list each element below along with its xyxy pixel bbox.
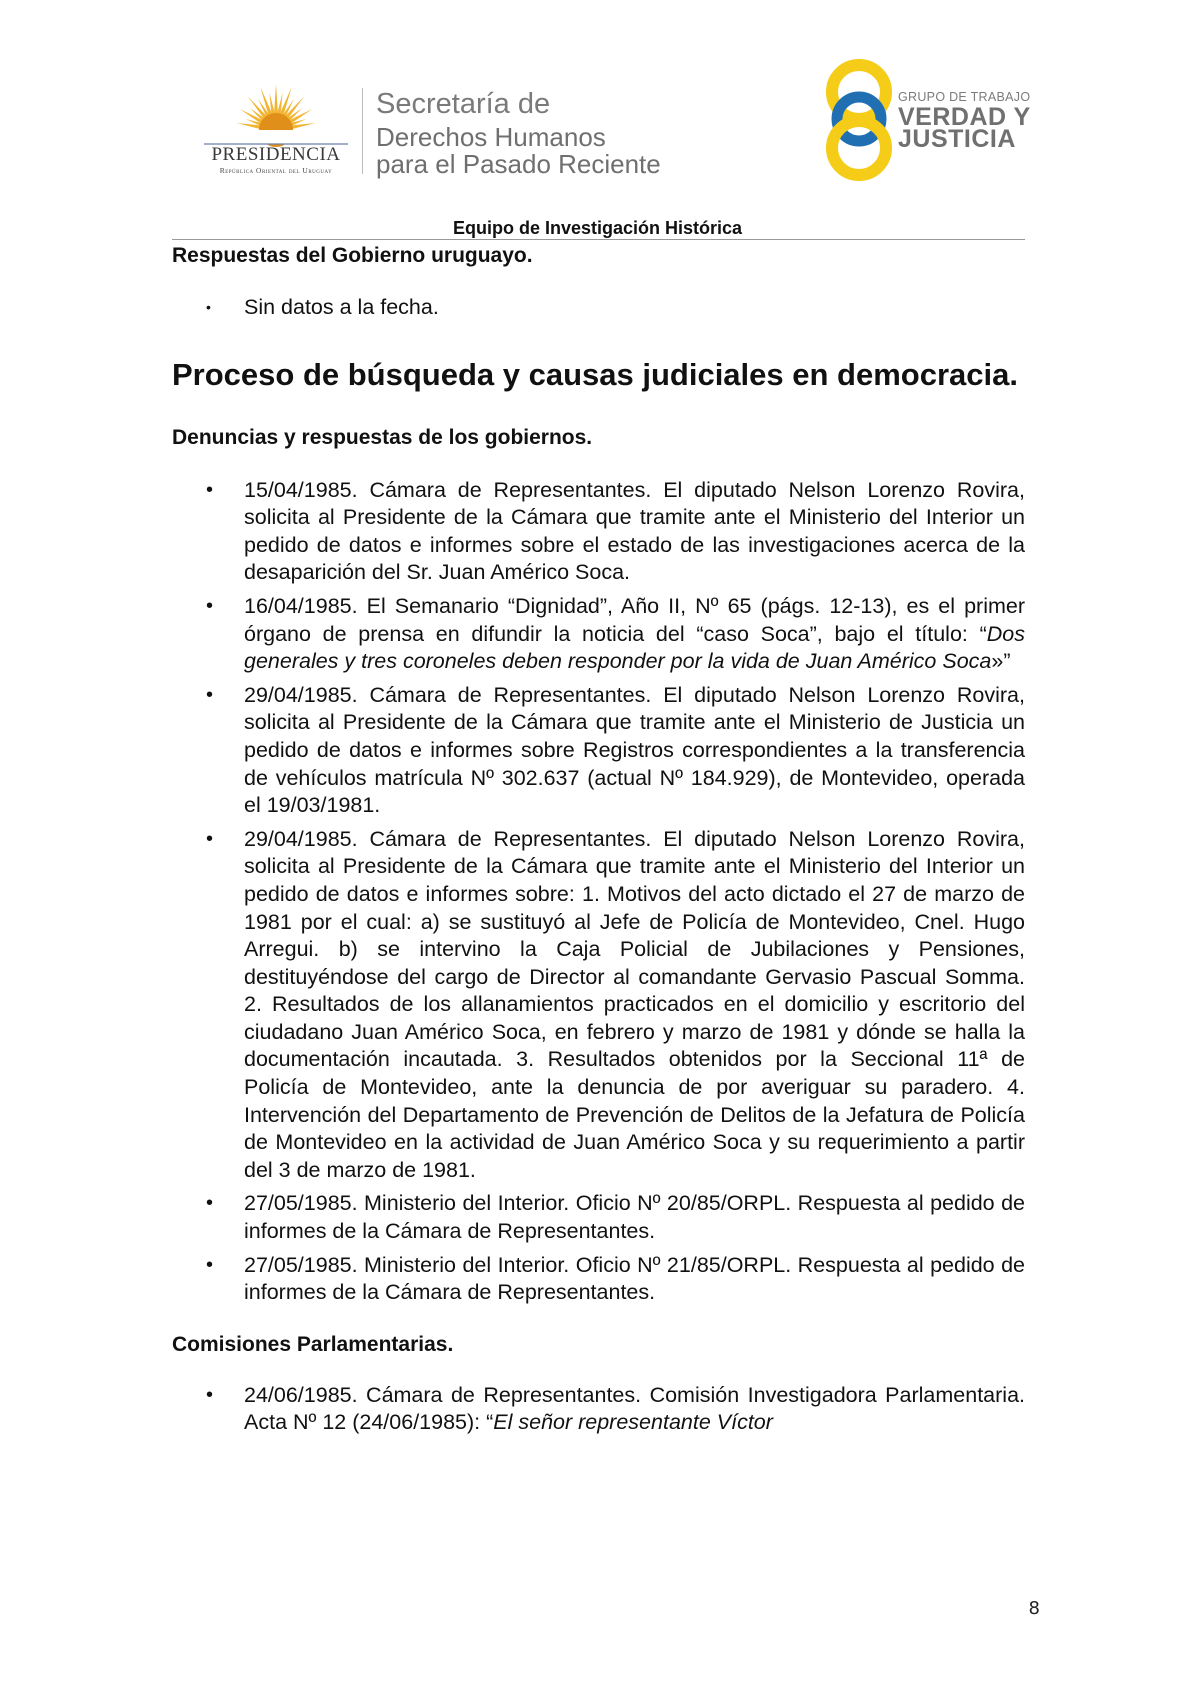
list-item bbox=[172, 294, 1025, 322]
list-item-text: 27/05/1985. Ministerio del Interior. Oficio Nº 20/85/ORPL. Respuesta al pedido de informes de la Cámara de Representantes. bbox=[244, 1191, 1025, 1244]
list-item bbox=[172, 477, 1025, 587]
bullet-icon: • bbox=[206, 299, 211, 315]
secretaria-line-2: Derechos Humanos bbox=[376, 122, 606, 152]
document-body bbox=[172, 244, 1025, 1443]
list-item-text: 27/05/1985. Ministerio del Interior. Oficio Nº 21/85/ORPL. Respuesta al pedido de informes de la Cámara de Representantes. bbox=[244, 1252, 1025, 1305]
list-item bbox=[172, 593, 1025, 676]
list-item-text: 16/04/1985. El Semanario “Dignidad”, Año II, Nº 65 (págs. 12-13), es el primer órgano de prensa en difundir la noticia del “caso Soca”, bajo el título: “ bbox=[244, 593, 1025, 646]
list-item-text: 15/04/1985. Cámara de Representantes. El diputado Nelson Lorenzo Rovira, solicita al Presidente de la Cámara que tramite ante el Ministerio del Interior un pedido de datos e informes sobre el estado de las investigaciones acerca de la desaparición del Sr. Juan Américo Soca. bbox=[244, 477, 1025, 585]
page-header bbox=[0, 0, 1190, 238]
verdad-justicia-rings-icon bbox=[822, 56, 896, 182]
verdad-label: VERDAD Y bbox=[898, 103, 1031, 131]
logo-divider bbox=[362, 88, 363, 174]
denuncias-list bbox=[172, 477, 1025, 1307]
list-item-quote: Dos generales y tres coroneles deben responder por la vida de Juan Américo Soca bbox=[244, 621, 1025, 674]
list-item bbox=[172, 826, 1025, 1185]
proceso-heading: Proceso de búsqueda y causas judiciales en democracia. bbox=[172, 356, 1018, 392]
denuncias-heading: Denuncias y respuestas de los gobiernos. bbox=[172, 425, 593, 449]
list-item bbox=[172, 1190, 1025, 1245]
list-item-text: 24/06/1985. Cámara de Representantes. Comisión Investigadora Parlamentaria. Acta Nº 12 (24/06/1985): “ bbox=[244, 1382, 1025, 1435]
header-rule bbox=[172, 239, 1025, 240]
bullet-icon: • bbox=[206, 1383, 214, 1406]
list-item bbox=[172, 1252, 1025, 1307]
comisiones-heading: Comisiones Parlamentarias. bbox=[172, 1332, 454, 1356]
secretaria-line-3: para el Pasado Reciente bbox=[376, 149, 661, 179]
presidencia-subtitle: República Oriental del Uruguay bbox=[219, 166, 333, 175]
bullet-icon: • bbox=[206, 683, 214, 706]
bullet-icon: • bbox=[206, 1253, 214, 1276]
list-item-text-end: »” bbox=[991, 649, 1011, 674]
presidencia-name: PRESIDENCIA bbox=[211, 144, 341, 165]
page-number: 8 bbox=[1028, 1598, 1040, 1619]
bullet-icon: • bbox=[206, 478, 214, 501]
list-item-text: Sin datos a la fecha. bbox=[244, 295, 439, 319]
list-item bbox=[172, 1382, 1025, 1437]
list-item-quote: El señor representante Víctor bbox=[493, 1410, 773, 1435]
team-title: Equipo de Investigación Histórica bbox=[452, 218, 743, 238]
bullet-icon: • bbox=[206, 827, 214, 850]
justicia-label: JUSTICIA bbox=[898, 125, 1016, 153]
list-item-text: 29/04/1985. Cámara de Representantes. El diputado Nelson Lorenzo Rovira, solicita al Presidente de la Cámara que tramite ante el Ministerio del Interior un pedido de datos e informes sobre: 1. Motivos del acto dictado el 27 de marzo de 1981 por el cual: a) se sustituyó al Jefe de Policía de Montevideo, Cnel. Hugo Arregui. b) se intervino la Caja Policial de Jubilaciones y Pensiones, destituyéndose del cargo de Director al comandante Gervasio Pascual Somma. 2. Resultados de los allanamientos practicados en el domicilio y escritorio del ciudadano Juan Américo Soca, en febrero y marzo de 1981 y dónde se halla la documentación incautada. 3. Resultados obtenidos por la Seccional 11ª de Policía de Montevideo, ante la denuncia de por averiguar su paradero. 4. Intervención del Departamento de Prevención de Delitos de la Jefatura de Policía de Montevideo en la actividad de Juan Américo Soca y su requerimiento a partir del 3 de marzo de 1981. bbox=[244, 826, 1025, 1182]
bullet-icon: • bbox=[206, 1192, 214, 1215]
secretaria-line-1: Secretaría de bbox=[376, 88, 551, 120]
bullet-icon: • bbox=[206, 594, 214, 617]
comisiones-list bbox=[172, 1382, 1025, 1437]
grupo-trabajo-label: GRUPO DE TRABAJO bbox=[898, 90, 1031, 104]
list-item bbox=[172, 682, 1025, 820]
respuestas-list bbox=[172, 294, 1025, 322]
list-item-text: 29/04/1985. Cámara de Representantes. El diputado Nelson Lorenzo Rovira, solicita al Presidente de la Cámara que tramite ante el Ministerio de Justicia un pedido de datos e informes sobre Registros correspondientes a la transferencia de vehículos matrícula Nº 302.637 (actual Nº 184.929), de Montevideo, operada el 19/03/1981. bbox=[244, 682, 1025, 818]
respuestas-heading: Respuestas del Gobierno uruguayo. bbox=[172, 244, 533, 267]
